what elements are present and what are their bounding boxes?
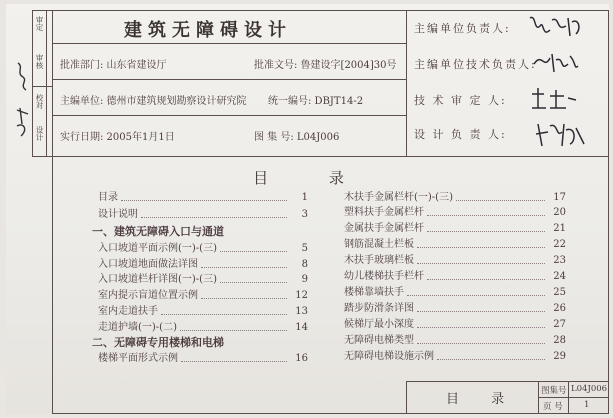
toc-item-page: 13 <box>295 306 308 317</box>
dot-leader <box>220 273 287 283</box>
footer-page-label: 页 号 <box>543 402 563 412</box>
dot-leader <box>417 238 545 248</box>
strip-label-review: 审核 <box>35 54 44 69</box>
chief-tech-leader-label: 主编单位技术负责人: <box>414 58 537 71</box>
signature-chief-tech-leader <box>530 46 582 78</box>
toc-item[interactable] <box>98 321 308 335</box>
approval-dept: 批准部门: 山东省建设厅 <box>60 60 167 71</box>
toc-item-page: 1 <box>301 192 308 203</box>
toc-item-title: 室内走道扶手 <box>98 306 158 317</box>
dot-leader <box>201 258 287 268</box>
strip-rule <box>46 10 47 156</box>
strip-label-approve: 审定 <box>35 16 44 31</box>
header-rule <box>52 156 609 157</box>
technical-reviewer-label: 技 术 审 定 人: <box>414 94 507 107</box>
toc-item[interactable] <box>344 302 566 316</box>
toc-item-page: 27 <box>553 319 566 330</box>
toc-item-title: 候梯厅最小深度 <box>344 319 414 330</box>
toc-item[interactable] <box>98 273 308 287</box>
toc-item[interactable] <box>344 350 566 364</box>
toc-item[interactable] <box>344 191 566 205</box>
toc-item-title: 目录 <box>98 192 118 203</box>
unified-number: 统一编号: DBJT14-2 <box>268 96 364 107</box>
chief-unit: 主编单位: 德州市建筑规划勘察设计研究院 <box>60 96 247 107</box>
toc-item-title: 木扶手玻璃栏板 <box>344 255 414 266</box>
strip-rule <box>32 10 52 11</box>
signature-technical-reviewer <box>528 84 580 114</box>
toc-item-title: 楼梯靠墙扶手 <box>344 287 404 298</box>
toc-item[interactable] <box>344 238 566 252</box>
toc-item-page: 16 <box>295 353 308 364</box>
toc-item-title: 塑料扶手金属栏杆 <box>344 207 424 218</box>
toc-item[interactable] <box>344 206 566 220</box>
toc-item[interactable] <box>98 208 308 222</box>
toc-item-page: 3 <box>301 209 308 220</box>
toc-item-page: 21 <box>553 223 566 234</box>
dot-leader <box>417 254 545 264</box>
toc-item[interactable] <box>344 222 566 236</box>
toc-item-title: 幼儿楼梯扶手栏杆 <box>344 271 424 282</box>
atlas-sheet <box>6 4 609 414</box>
strip-label-design: 设计 <box>35 126 44 141</box>
toc-title: 目 录 <box>253 169 372 187</box>
toc-item[interactable] <box>344 254 566 268</box>
toc-item[interactable] <box>98 242 308 256</box>
approval-doc: 批准文号: 鲁建设字[2004]30号 <box>254 60 397 71</box>
toc-item-page: 17 <box>553 192 566 203</box>
toc-item-page: 8 <box>301 259 308 270</box>
strip-signature-2 <box>14 104 32 140</box>
toc-section-heading[interactable] <box>92 336 302 350</box>
toc-item-page: 20 <box>553 207 566 218</box>
strip-rule <box>32 10 33 156</box>
toc-item[interactable] <box>344 270 566 284</box>
toc-item-title: 室内提示盲道位置示例 <box>98 290 198 301</box>
dot-leader <box>427 222 545 232</box>
toc-item-page: 25 <box>553 287 566 298</box>
strip-rule <box>32 86 52 87</box>
dot-leader <box>161 305 287 315</box>
toc-section-title: 一、建筑无障碍入口与通道 <box>92 225 224 238</box>
toc-item-title: 金属扶手金属栏杆 <box>344 223 424 234</box>
toc-item[interactable] <box>344 334 566 348</box>
footer-rule <box>406 381 609 382</box>
toc-item-title: 入口坡道地面做法详图 <box>98 259 198 270</box>
dot-leader <box>407 286 545 296</box>
toc-item-page: 5 <box>301 243 308 254</box>
atlas-number: 图 集 号: L04J006 <box>254 132 340 143</box>
design-leader-label: 设 计 负 责 人: <box>414 128 507 141</box>
toc-item-title: 钢筋混凝土栏板 <box>344 239 414 250</box>
dot-leader <box>427 270 545 280</box>
toc-item-title: 无障碍电梯类型 <box>344 335 414 346</box>
dot-leader <box>417 318 545 328</box>
header-rule <box>52 43 406 44</box>
toc-item[interactable] <box>98 305 308 319</box>
dot-leader <box>121 191 287 201</box>
toc-item-title: 木扶手金属栏杆(一)-(三) <box>344 192 453 203</box>
atlas-title: 建筑无障碍设计 <box>124 20 292 41</box>
toc-item-title: 入口坡道栏杆详图(一)-(三) <box>98 274 217 285</box>
toc-item[interactable] <box>98 352 308 366</box>
dot-leader <box>220 242 287 252</box>
header-rule <box>52 115 406 116</box>
dot-leader <box>141 208 287 218</box>
toc-item-page: 26 <box>553 303 566 314</box>
toc-section-title: 二、无障碍专用楼梯和电梯 <box>92 336 224 349</box>
toc-item[interactable] <box>344 318 566 332</box>
toc-item[interactable] <box>98 289 308 303</box>
footer-rule <box>406 381 407 414</box>
strip-label-check: 校对 <box>35 94 44 109</box>
chief-unit-leader-label: 主编单位负责人: <box>414 22 511 35</box>
footer-page-value: 1 <box>584 400 590 410</box>
signature-design-leader <box>532 118 588 152</box>
toc-item-title: 踏步防滑条详图 <box>344 303 414 314</box>
dot-leader <box>180 321 287 331</box>
dot-leader <box>427 206 545 216</box>
toc-item-title: 设计说明 <box>98 209 138 220</box>
toc-item-page: 22 <box>553 239 566 250</box>
toc-item-page: 23 <box>553 255 566 266</box>
strip-signature-1 <box>14 59 32 93</box>
signature-chief-unit-leader <box>526 10 586 44</box>
dot-leader <box>456 191 545 201</box>
toc-item-page: 24 <box>553 271 566 282</box>
header-rule <box>406 10 407 156</box>
toc-item[interactable] <box>98 258 308 272</box>
footer-atlas-value: L04J006 <box>571 384 608 394</box>
effective-date: 实行日期: 2005年1月1日 <box>60 132 175 143</box>
toc-item[interactable] <box>98 191 308 205</box>
dot-leader <box>417 302 545 312</box>
toc-section-heading[interactable] <box>92 225 302 239</box>
dot-leader <box>201 289 287 299</box>
dot-leader <box>437 350 545 360</box>
dot-leader <box>181 352 287 362</box>
footer-rule <box>538 397 609 398</box>
toc-item-page: 29 <box>553 351 566 362</box>
toc-item-page: 12 <box>295 290 308 301</box>
toc-item-page: 14 <box>295 322 308 333</box>
toc-item-title: 楼梯平面形式示例 <box>98 353 178 364</box>
dot-leader <box>417 334 545 344</box>
toc-item[interactable] <box>344 286 566 300</box>
toc-item-title: 无障碍电梯设施示例 <box>344 351 434 362</box>
toc-item-page: 9 <box>301 274 308 285</box>
strip-rule <box>32 156 52 157</box>
toc-item-page: 28 <box>553 335 566 346</box>
header-rule <box>52 79 406 80</box>
footer-title: 目 录 <box>446 392 519 407</box>
footer-atlas-label: 图集号 <box>541 386 567 396</box>
toc-item-title: 走道护墙(一)-(二) <box>98 322 177 333</box>
toc-item-title: 入口坡道平面示例(一)-(三) <box>98 243 217 254</box>
